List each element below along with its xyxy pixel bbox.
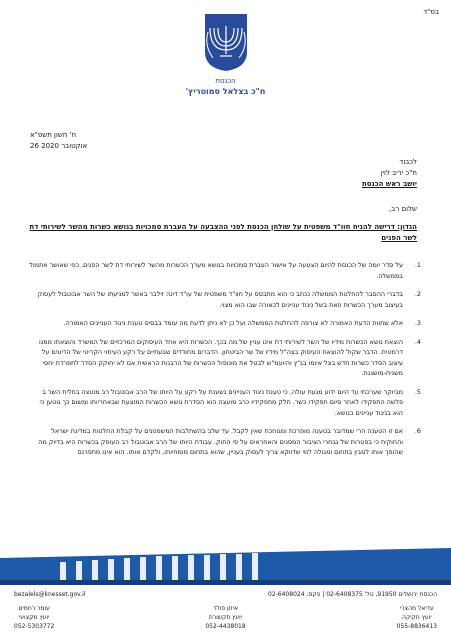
date-hebrew: ח' חשון תשפ"א (30, 131, 77, 139)
paragraph-number: 6. (414, 427, 421, 435)
paragraph (29, 289, 421, 310)
paragraph-text: הוצאת נושא הכשרות מידיו של השר לשירותי דת אינו עניין של מה בכך. הכשרות היא אחד העיסוקים המרכזיים של המשרד והוצאתו ממנו דרמטית. הדבר שקול להוצאת העיסוק בצה"ל מידיו של שר הביטחון. הדברים מחודדים שבעתיים על רקע העיתוי הקריטי של הדיונים על עיצוב הסדר כשרות חדש בצל איומו בג"ץ והיועמ"ש לבטל את מונופול הכשרות של הרבנות הראשית אם לא יחוקק הסדר לתפרדת יחסי משנית-מושגנת. (39, 337, 403, 377)
paragraph (29, 337, 421, 379)
staff-role: יועץ תקשורת (208, 614, 243, 621)
paragraph (29, 426, 421, 458)
greeting: שלום רב, (389, 205, 417, 213)
addressee-line1: לכבוד (399, 158, 417, 166)
staff-name: איתן פולד (213, 605, 238, 612)
paragraph (29, 318, 421, 329)
header-member-name: ח"כ בצלאל סמוטריץ' (185, 87, 266, 96)
staff-role: יועץ חקיקה (402, 614, 432, 621)
knesset-building-graphic (0, 548, 451, 588)
paragraph-text: בדברי ההסבר להחלטת הממשלה נכתב כי הוא מתבסס על חוו"ד משפטית של עו"ד דינה זילבר באשר למניעתו של השר אבוטבול לעסוק בעיצוב מערך הכשרות וזאת בשל ניגוד עניינים לכאורה שבו הוא מצוי. (37, 290, 403, 309)
addressee-line3: יושב ראש הכנסת (361, 180, 417, 188)
staff-phone: 055-8836413 (396, 623, 437, 630)
bsd-mark: בס"ד (423, 8, 439, 16)
paragraph-text: אם זו הטענה הרי שמדובר בטענה מופרכת ומגוחכת שאין לקבל. עד שלב בהשתלבות המשפטנים על קבלת החלטות במדינת ישראל והחוקית כי בפטרות של נבחרי הציבור המסנים והאחראים על פי החוק. עבודת היותו של הרב אבוטבול רב העוסק בכשרות היא בדיוק מה שהופך אותו למבין בתחום ומגולה למי שדווקא צריך לעסוק בעניין, שהוא בתחום מומחיותו, ולקדם אותו. הוא אינו מתפרנס (38, 427, 403, 456)
footer-contact-row (14, 591, 437, 598)
letter-body (29, 260, 421, 466)
staff-member (14, 604, 54, 631)
paragraph-number: 1. (414, 261, 421, 269)
paragraph-text: על סדר יומה של הכנסת להיום הצעעה על אישור העברת סמכויות בנושא מערך הכשרות מהשר לשירותי דת לשר הפנים, כפי שאושר אתמול בממשלה. (29, 261, 403, 280)
paragraph-number: 3. (414, 319, 421, 327)
staff-name: עדיאל מהצרי (399, 605, 434, 612)
staff-phone: 052-4438018 (205, 623, 246, 630)
staff-member (205, 604, 245, 631)
header-org: הכנסת (215, 77, 236, 85)
staff-role: יועץ מקצועי (18, 614, 50, 621)
staff-phone: 052-5303772 (14, 623, 55, 630)
staff-name: עומר רחמים (18, 605, 50, 612)
footer-staff (14, 604, 437, 631)
staff-member (397, 604, 437, 631)
paragraph-text: אלא שחוות הדעת האמורה לא צורפה להחלטת הממשלה ועל כן לא ניתן לדעת מה עומד בבסיס טענת ניגוד העניינים האמורה. (63, 319, 403, 327)
footer-address: הכנסת ירושלים 91950, טל' 02-6408375 | פקס: 02-6408024 (268, 591, 437, 598)
paragraph (29, 387, 421, 419)
footer-email[interactable]: bezalels@knesset.gov.il (14, 591, 86, 598)
knesset-menorah-emblem (201, 12, 251, 72)
subject-line: הנדון: דרישה להניח חוו"ד משפטית על שולחן הכנסת לפני ההצבעה על העברת סמכויות בנושא כשרות מהשר לשירותי דת לשר הפנים (29, 223, 417, 242)
date-gregorian: 26 אוקטובר 2020 (30, 142, 88, 150)
paragraph-number: 5. (414, 387, 421, 396)
paragraph-text: מביוקר שערכתי עד היום ידוע מגעת עולה, כי טענת ניגוד העניינים נשענת על רקע על היותו של הרב אבוטבול רב מוטצה בחלית השר ב פלשה התפקידו לאחר סיום תפקידו כשר. חלק מתפקידיו כרב מועצה הוא הסדרת נושא הכשרות המוצעת שבאחריותו ומשום כך נוטען כי הוא בניגוד עניינים בנושא. (39, 387, 403, 417)
paragraph-number: 2. (414, 290, 421, 298)
addressee-line2: ח"כ יריב לוין (380, 169, 417, 177)
paragraph-number: 4. (414, 337, 421, 346)
paragraph (29, 260, 421, 281)
